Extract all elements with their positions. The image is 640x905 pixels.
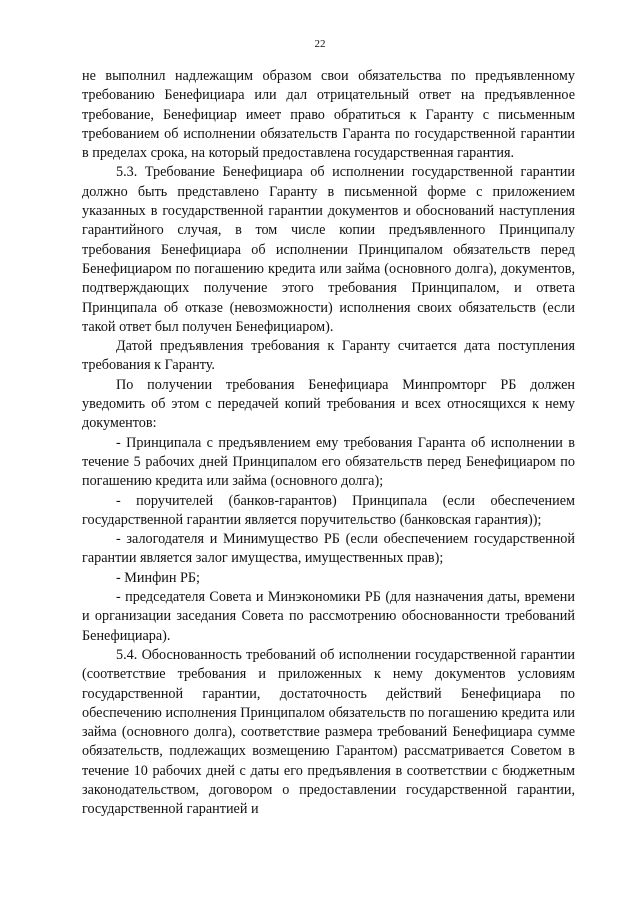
list-item-guarantors: - поручителей (банков-гарантов) Принципала (если обеспечением государственной гарантии является поручительство (банковская гарантия)); — [82, 492, 575, 528]
list-item-pledgor: - залогодателя и Минимущество РБ (если обеспечением государственной гарантии является залог имущества, имущественных прав); — [82, 531, 575, 567]
list-item-principal: - Принципала с предъявлением ему требования Гаранта об исполнении в течение 5 рабочих дней Принципалом его обязательств перед Бенефициаром по погашению кредита или займа (основного долга); — [82, 434, 575, 490]
paragraph-5-3: 5.3. Требование Бенефициара об исполнении государственной гарантии должно быть представлено Гаранту в письменной форме с приложением указанных в государственной гарантии документов и обоснований наступления гарантийного случая, в том числе копии предъявленного Принципалу требования Бенефициара об исполнении Принципалом обязательств перед Бенефициаром по погашению кредита или займа (основного долга), документов, подтверждающих получение этого требования Принципалом, и ответа Принципала об отказе (невозможности) исполнения своих обязательств (если такой ответ был получен Бенефициаром). — [82, 164, 575, 335]
list-item-council-chair: - председателя Совета и Минэкономики РБ (для назначения даты, времени и организации заседания Совета по рассмотрению обоснованности требований Бенефициара). — [82, 589, 575, 644]
page-number: 22 — [314, 38, 326, 50]
paragraph-date-of-demand: Датой предъявления требования к Гаранту считается дата поступления требования к Гаранту. — [82, 338, 575, 374]
list-item-minfin: - Минфин РБ; — [116, 569, 200, 586]
paragraph-continuation: не выполнил надлежащим образом свои обязательства по предъявленному требованию Бенефициара или дал отрицательный ответ на предъявленное требование, Бенефициар имеет право обратиться к Гаранту с письменным требованием об исполнении обязательств Гаранта по государственной гарантии в пределах срока, на который предоставлена государственная гарантия. — [82, 68, 575, 162]
document-body — [82, 67, 575, 820]
paragraph-5-4: 5.4. Обоснованность требований об исполнении государственной гарантии (соответствие требования и приложенных к нему документов условиям государственной гарантии, достаточность действий Бенефициара по обеспечению исполнения Принципалом обязательств по погашению кредита или займа (основного долга), соответствие размера требований Бенефициара сумме обязательств, подлежащих возмещению Гарантом) рассматривается Советом в течение 10 рабочих дней с даты его предъявления в соответствии с бюджетным законодательством, договором о предоставлении государственной гарантии, государственной гарантией и — [82, 646, 575, 818]
paragraph-notification: По получении требования Бенефициара Минпромторг РБ должен уведомить об этом с передачей копий требования и всех относящихся к нему документов: — [82, 376, 575, 432]
